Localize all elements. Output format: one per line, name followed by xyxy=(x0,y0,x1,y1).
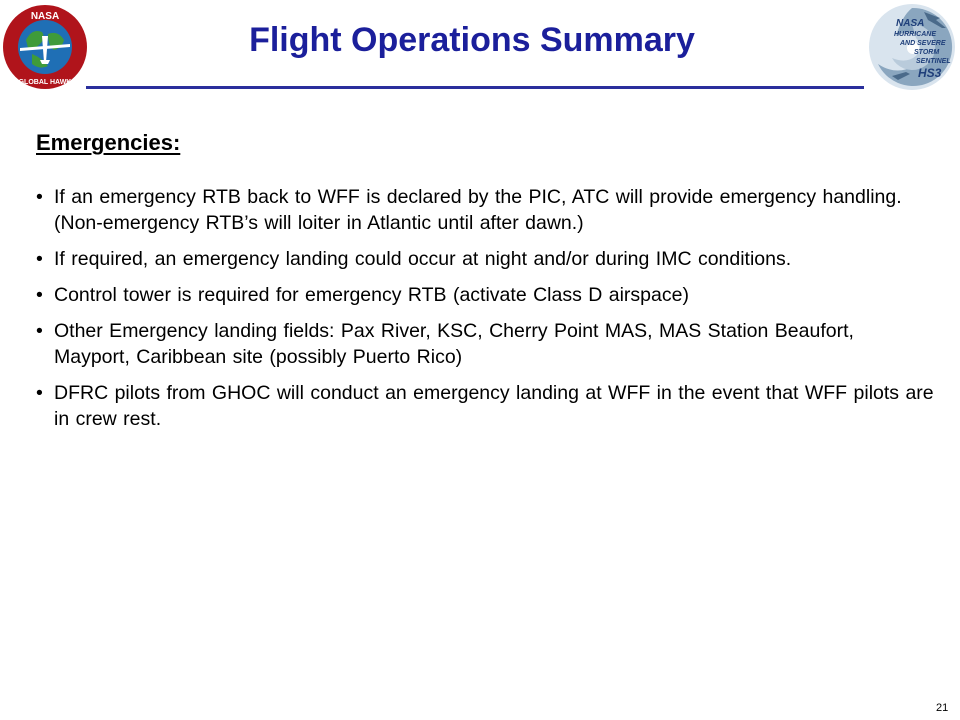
bullet-marker: • xyxy=(36,284,43,306)
bullet-marker: • xyxy=(36,248,43,270)
logo-left-text-bottom: GLOBAL HAWK xyxy=(18,79,72,86)
bullet-item xyxy=(36,246,936,272)
bullet-text: If required, an emergency landing could occur at night and/or during IMC conditions. xyxy=(54,248,792,270)
logo-right-line-2: HURRICANE xyxy=(894,31,936,38)
logo-left-text-top: NASA xyxy=(30,11,60,22)
bullet-text: Control tower is required for emergency RTB (activate Class D airspace) xyxy=(54,284,689,306)
bullet-text: Other Emergency landing fields: Pax River, KSC, Cherry Point MAS, MAS Station Beaufort, Mayport, Caribbean site (possibly Puerto Rico) xyxy=(54,320,854,368)
bullet-marker: • xyxy=(36,320,43,342)
logo-right-line-1: NASA xyxy=(896,18,925,29)
nasa-global-hawk-logo-icon xyxy=(2,4,88,90)
bullet-marker: • xyxy=(36,186,43,208)
bullet-marker: • xyxy=(36,382,43,404)
bullet-item xyxy=(36,380,936,432)
bullet-item xyxy=(36,184,936,236)
section-heading: Emergencies: xyxy=(36,130,181,155)
bullet-item xyxy=(36,282,936,308)
title-divider xyxy=(86,86,864,89)
logo-right-line-5: SENTINEL xyxy=(916,58,951,65)
page-number: 21 xyxy=(936,702,949,714)
logo-right-line-4: STORM xyxy=(914,49,940,56)
bullet-text: DFRC pilots from GHOC will conduct an emergency landing at WFF in the event that WFF pilots are in crew rest. xyxy=(54,382,934,430)
bullet-list xyxy=(36,184,936,442)
logo-right-line-3: AND SEVERE xyxy=(900,40,946,47)
logo-right-line-6: HS3 xyxy=(918,66,942,80)
nasa-hs3-logo-icon xyxy=(866,2,958,92)
bullet-item xyxy=(36,318,936,370)
slide-title: Flight Operations Summary xyxy=(249,21,695,59)
bullet-text: If an emergency RTB back to WFF is declared by the PIC, ATC will provide emergency handling. (Non-emergency RTB’s will loiter in Atlantic until after dawn.) xyxy=(54,186,902,234)
